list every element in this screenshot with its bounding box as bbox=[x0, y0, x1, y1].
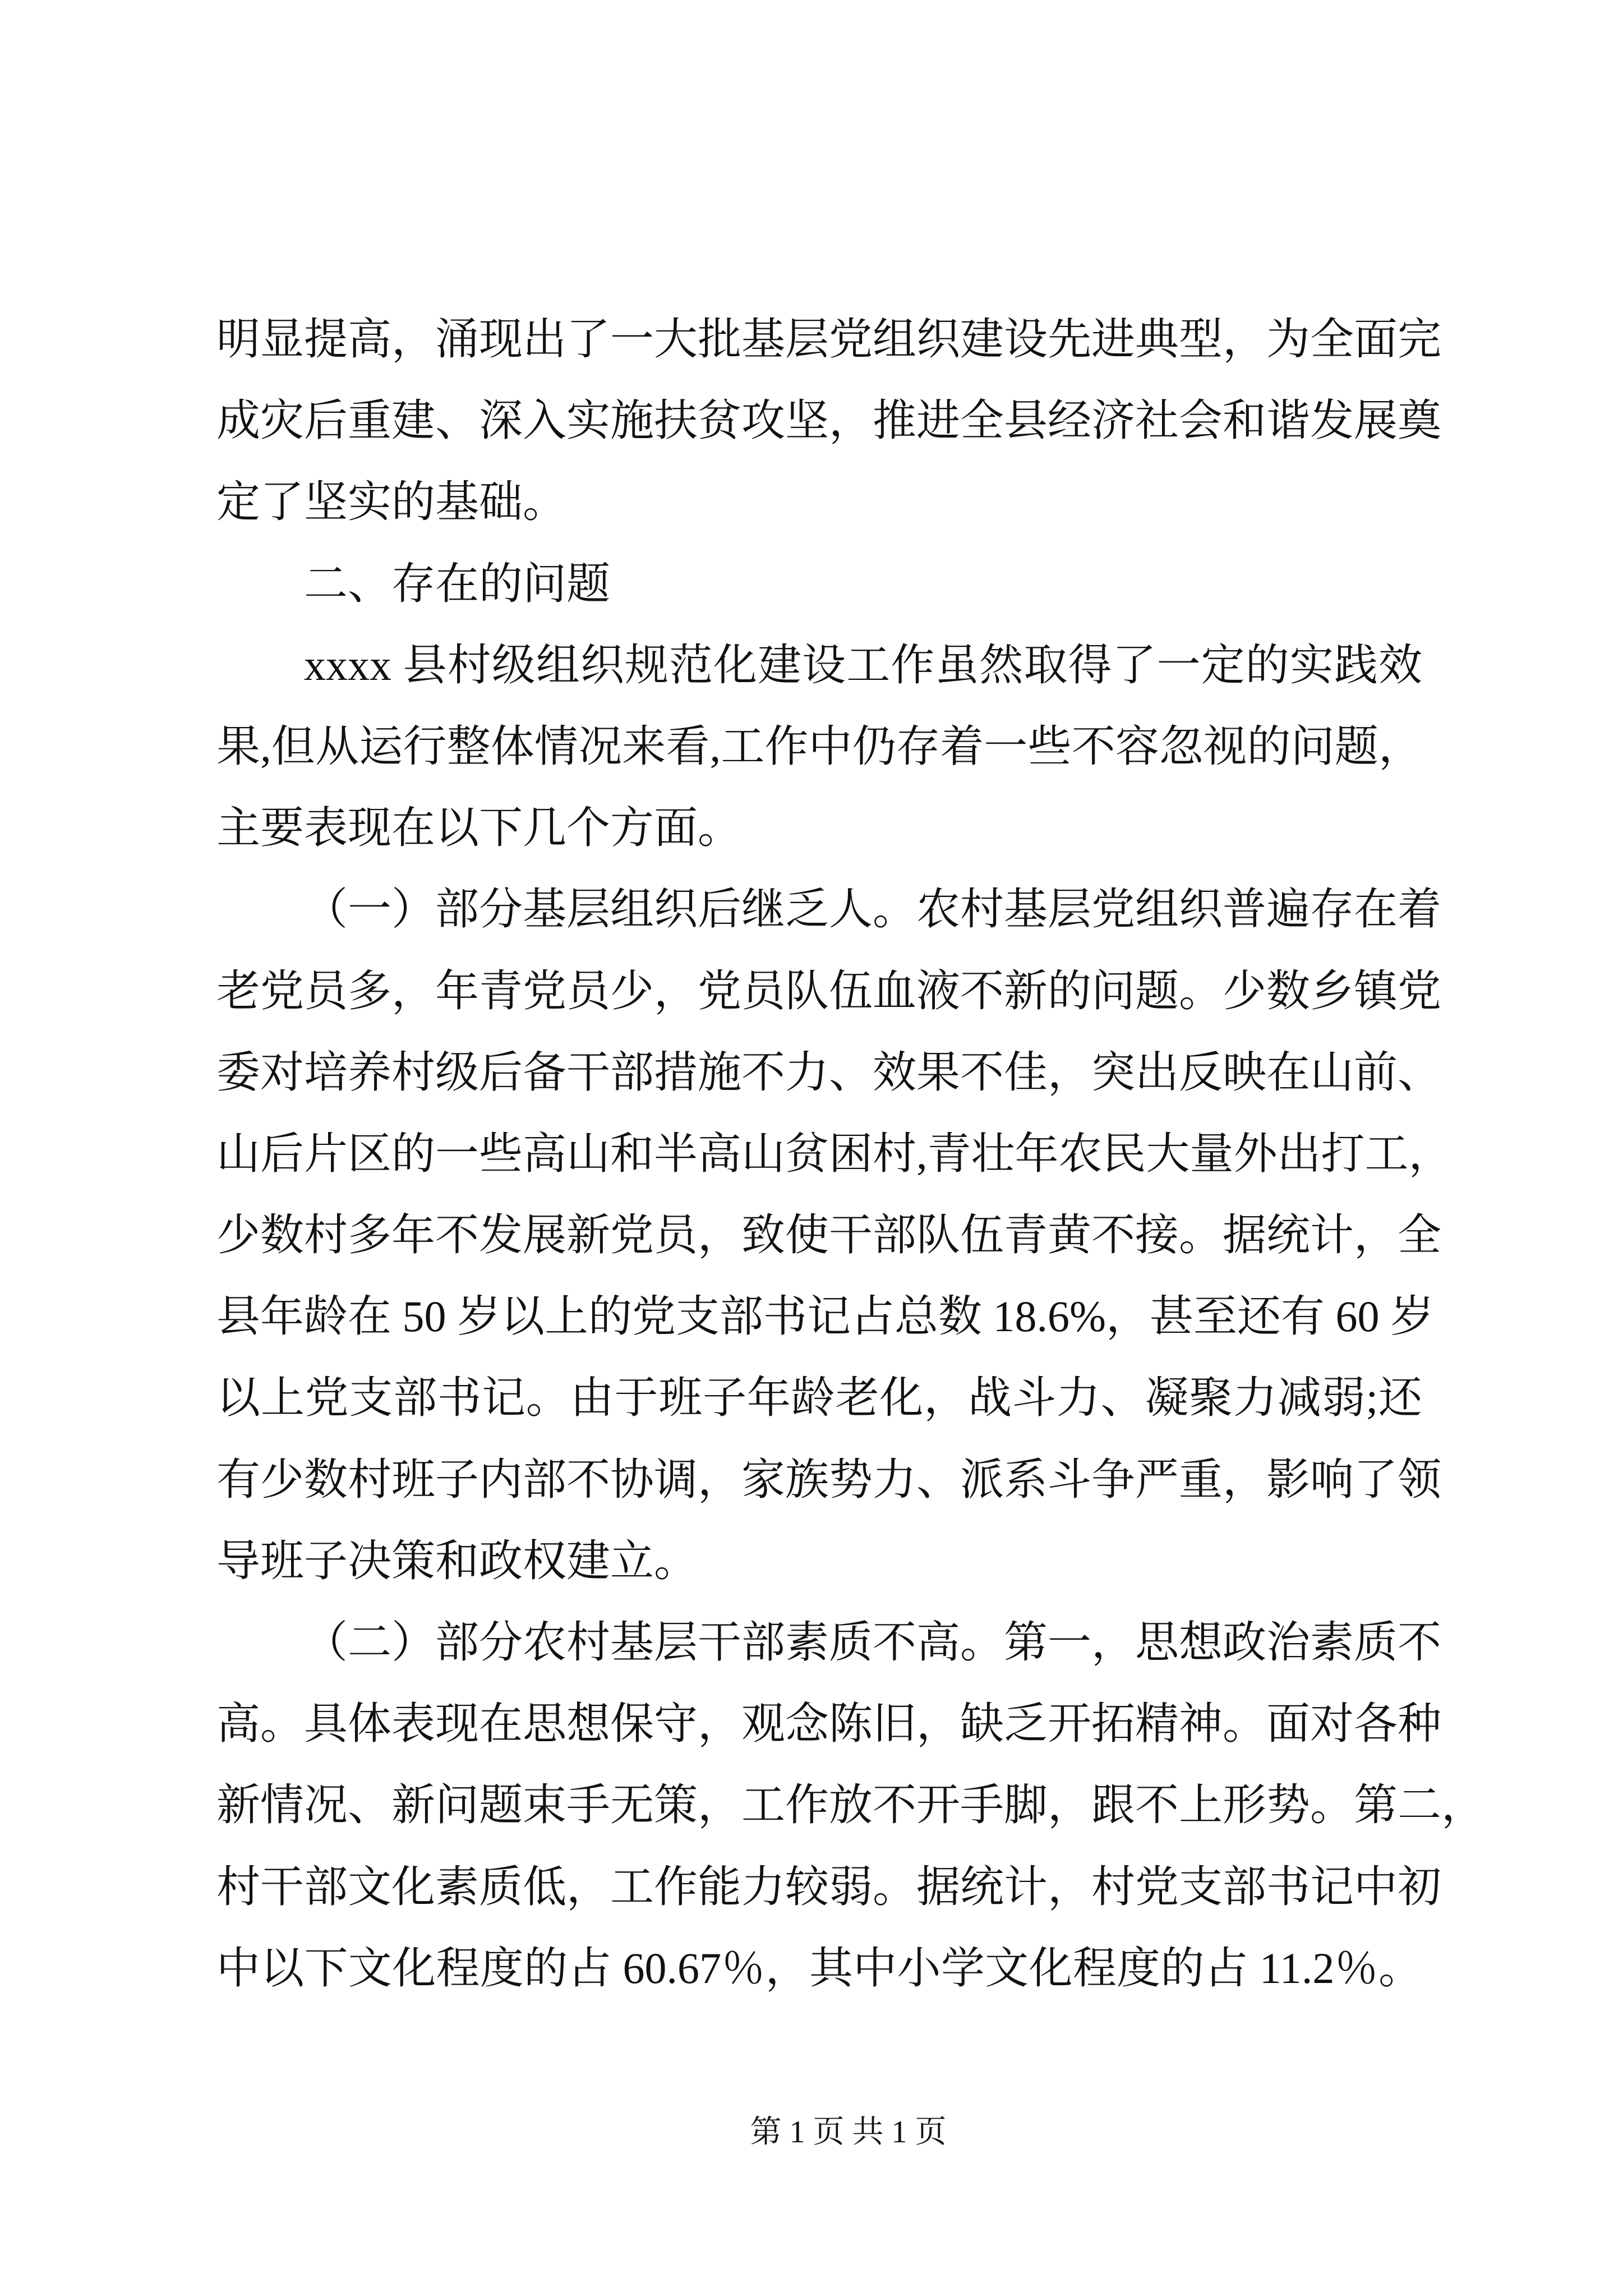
text-line: 村干部文化素质低，工作能力较弱。据统计，村党支部书记中初 bbox=[216, 1862, 1442, 1911]
document-body bbox=[216, 298, 1486, 2009]
text-line: 少数村多年不发展新党员，致使干部队伍青黄不接。据统计，全 bbox=[216, 1211, 1442, 1260]
paragraph-intro bbox=[216, 624, 1422, 869]
text-line: （一）部分基层组织后继乏人。农村基层党组织普遍存在着 bbox=[304, 885, 1442, 934]
text-line: 新情况、新问题束手无策，工作放不开手脚，跟不上形势。第二， bbox=[216, 1780, 1486, 1830]
text-line: （二）部分农村基层干部素质不高。第一，思想政治素质不 bbox=[304, 1618, 1442, 1667]
text-line: 老党员多，年青党员少，党员队伍血液不新的问题。少数乡镇党 bbox=[216, 966, 1442, 1015]
text-line: xxxx 县村级组织规范化建设工作虽然取得了一定的实践效 bbox=[304, 640, 1422, 689]
heading-line: 二、存在的问题 bbox=[304, 559, 611, 608]
section-heading bbox=[216, 543, 1422, 624]
paragraph-item-2 bbox=[216, 1602, 1486, 2009]
text-line: 县年龄在 50 岁以上的党支部书记占总数 18.6%，甚至还有 60 岁 bbox=[216, 1292, 1434, 1341]
text-line: 有少数村班子内部不协调，家族势力、派系斗争严重，影响了领 bbox=[216, 1455, 1442, 1504]
text-line: 中以下文化程度的占 60.67％，其中小学文化程度的占 11.2％。 bbox=[216, 1943, 1422, 1993]
text-line: 明显提高，涌现出了一大批基层党组织建设先进典型，为全面完 bbox=[216, 315, 1442, 364]
paragraph-continued bbox=[216, 298, 1442, 543]
text-line: 委对培养村级后备干部措施不力、效果不佳，突出反映在山前、 bbox=[216, 1047, 1442, 1097]
text-line: 成灾后重建、深入实施扶贫攻坚，推进全县经济社会和谐发展奠 bbox=[216, 396, 1442, 445]
text-line: 山后片区的一些高山和半高山贫困村,青壮年农民大量外出打工， bbox=[216, 1129, 1453, 1178]
text-line: 以上党支部书记。由于班子年龄老化，战斗力、凝聚力减弱;还 bbox=[216, 1373, 1422, 1423]
page-footer: 第 1 页 共 1 页 bbox=[750, 2115, 947, 2150]
text-line: 导班子决策和政权建立。 bbox=[216, 1536, 698, 1585]
text-line: 果,但从运行整体情况来看,工作中仍存着一些不容忽视的问题， bbox=[216, 721, 1422, 771]
paragraph-item-1 bbox=[216, 868, 1453, 1602]
text-line: 定了坚实的基础。 bbox=[216, 477, 567, 527]
text-line: 主要表现在以下几个方面。 bbox=[216, 803, 742, 853]
text-line: 高。具体表现在思想保守，观念陈旧，缺乏开拓精神。面对各种 bbox=[216, 1699, 1442, 1749]
